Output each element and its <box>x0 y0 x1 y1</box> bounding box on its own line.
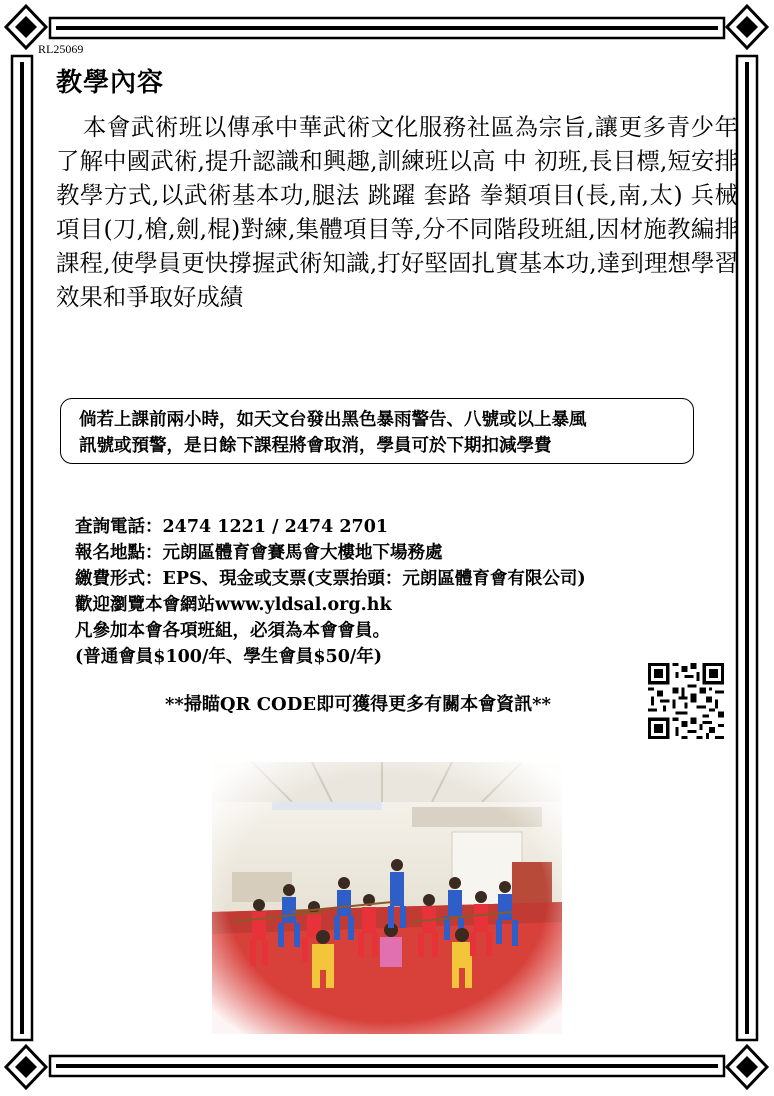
martial-arts-class-photo <box>212 762 562 1034</box>
venue-line: 報名地點：元朗區體育會賽馬會大樓地下場務處 <box>75 543 443 563</box>
qr-caption: **掃瞄QR CODE即可獲得更多有關本會資訊** <box>165 694 551 715</box>
membership-fees-line: (普通會員$100/年、學生會員$50/年) <box>75 647 383 667</box>
qr-code-image[interactable] <box>648 663 724 739</box>
notice-line-2: 訊號或預警，是日餘下課程將會取消，學員可於下期扣減學費 <box>79 436 552 456</box>
membership-line: 凡參加本會各項班組，必須為本會會員。 <box>75 621 390 641</box>
section-heading: 教學內容 <box>56 68 165 98</box>
payment-line: 繳費形式：EPS、現金或支票(支票抬頭：元朗區體育會有限公司) <box>75 569 586 589</box>
intro-paragraph: 本會武術班以傳承中華武術文化服務社區為宗旨,讓更多青少年了解中國武術,提升認識和興趣,訓練班以高 中 初班,長目標,短安排教學方式,以武術基本功,腿法 跳躍 套路 拳類項目(長,南,太) 兵械項目(刀,槍,劍,棍)對練,集體項目等,分不同階段班組,因材施教編排課程,使學員更快撐握武術知識,打好堅固扎實基本功,達到理想學習效果和爭取好成績 <box>56 113 738 311</box>
contact-info <box>75 514 586 670</box>
notice-line-1: 倘若上課前兩小時，如天文台發出黑色暴雨警告、八號或以上暴風 <box>79 410 587 430</box>
document-code: RL25069 <box>38 42 84 56</box>
weather-notice-box <box>60 398 694 464</box>
phone-line: 查詢電話：2474 1221 / 2474 2701 <box>75 517 389 537</box>
website-line: 歡迎瀏覽本會網站www.yldsal.org.hk <box>75 595 392 615</box>
